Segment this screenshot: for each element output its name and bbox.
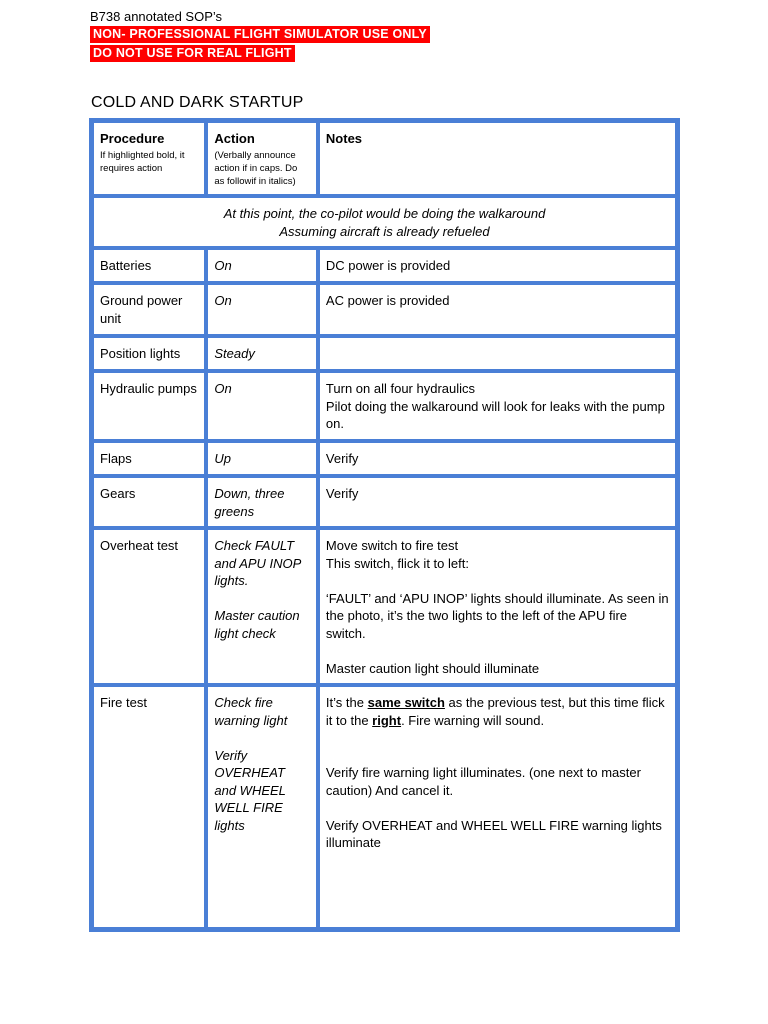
table-row bbox=[92, 371, 677, 441]
notes-line: Move switch to fire test bbox=[325, 538, 459, 553]
sop-table bbox=[89, 118, 680, 932]
table-row-walkaround-note bbox=[92, 196, 677, 248]
header-action-title: Action bbox=[214, 131, 255, 146]
header-procedure bbox=[92, 121, 206, 196]
header-notes bbox=[318, 121, 677, 196]
procedure-cell: Hydraulic pumps bbox=[92, 371, 206, 441]
table-row bbox=[92, 336, 677, 371]
action-cell: On bbox=[206, 371, 318, 441]
notes-cell: AC power is provided bbox=[318, 283, 677, 336]
table-row bbox=[92, 476, 677, 528]
header-procedure-sub: If highlighted bold, it requires action bbox=[100, 149, 185, 174]
action-cell: Down, three greens bbox=[206, 476, 318, 528]
notes-line: This switch, flick it to left: bbox=[325, 555, 469, 571]
notes-line: It’s the same switch as the previous test, but this time flick it to the right. Fire warning will sound. bbox=[325, 695, 665, 728]
procedure-cell: Overheat test bbox=[92, 528, 206, 685]
action-line: Check FAULT and APU INOP lights. bbox=[214, 538, 301, 588]
warning-banner-real-flight: DO NOT USE FOR REAL FLIGHT bbox=[90, 45, 295, 62]
notes-cell: Verify bbox=[318, 476, 677, 528]
table-row bbox=[92, 248, 677, 283]
walkaround-note bbox=[92, 196, 677, 248]
action-cell: On bbox=[206, 248, 318, 283]
notes-cell bbox=[318, 685, 677, 929]
notes-line: Verify OVERHEAT and WHEEL WELL FIRE warning lights illuminate bbox=[325, 817, 662, 850]
procedure-cell: Position lights bbox=[92, 336, 206, 371]
notes-line: Verify fire warning light illuminates. (one next to master caution) And cancel it. bbox=[325, 765, 641, 798]
table-row bbox=[92, 528, 677, 685]
header-procedure-title: Procedure bbox=[100, 131, 165, 146]
table-header-row bbox=[92, 121, 677, 196]
walkaround-note-line-2: Assuming aircraft is already refueled bbox=[279, 223, 490, 239]
procedure-cell: Gears bbox=[92, 476, 206, 528]
notes-line: ‘FAULT’ and ‘APU INOP’ lights should illuminate. As seen in the photo, it’s the two lights to the left of the APU fire switch. bbox=[325, 590, 669, 641]
right-emphasis: right bbox=[372, 712, 402, 728]
notes-line: Turn on all four hydraulics bbox=[325, 381, 476, 396]
warning-banner-simulator: NON- PROFESSIONAL FLIGHT SIMULATOR USE ONLY bbox=[90, 26, 430, 43]
notes-cell bbox=[318, 528, 677, 685]
procedure-cell: Ground power unit bbox=[92, 283, 206, 336]
action-cell: Up bbox=[206, 441, 318, 476]
action-line: Verify OVERHEAT and WHEEL WELL FIRE lights bbox=[214, 747, 286, 833]
notes-cell: Verify bbox=[318, 441, 677, 476]
header-notes-title: Notes bbox=[325, 131, 363, 146]
section-title: COLD AND DARK STARTUP bbox=[91, 94, 304, 111]
action-cell: On bbox=[206, 283, 318, 336]
table-row bbox=[92, 685, 677, 929]
table-row bbox=[92, 441, 677, 476]
table-row bbox=[92, 283, 677, 336]
action-cell bbox=[206, 528, 318, 685]
walkaround-note-line-1: At this point, the co-pilot would be doing the walkaround bbox=[223, 206, 546, 221]
action-line: Check fire warning light bbox=[214, 695, 288, 728]
procedure-cell: Fire test bbox=[92, 685, 206, 929]
notes-line: Pilot doing the walkaround will look for leaks with the pump on. bbox=[325, 398, 665, 431]
header-action-sub: (Verbally announce action if in caps. Do as followif in italics) bbox=[214, 149, 298, 187]
notes-cell bbox=[318, 371, 677, 441]
procedure-cell: Batteries bbox=[92, 248, 206, 283]
procedure-cell: Flaps bbox=[92, 441, 206, 476]
action-cell bbox=[206, 685, 318, 929]
action-cell: Steady bbox=[206, 336, 318, 371]
notes-cell: DC power is provided bbox=[318, 248, 677, 283]
same-switch-emphasis: same switch bbox=[367, 695, 445, 710]
notes-line: Master caution light should illuminate bbox=[325, 660, 540, 676]
action-line: Master caution light check bbox=[214, 608, 300, 641]
notes-cell bbox=[318, 336, 677, 371]
document-label: B738 annotated SOP’s bbox=[90, 9, 223, 24]
header-action bbox=[206, 121, 318, 196]
